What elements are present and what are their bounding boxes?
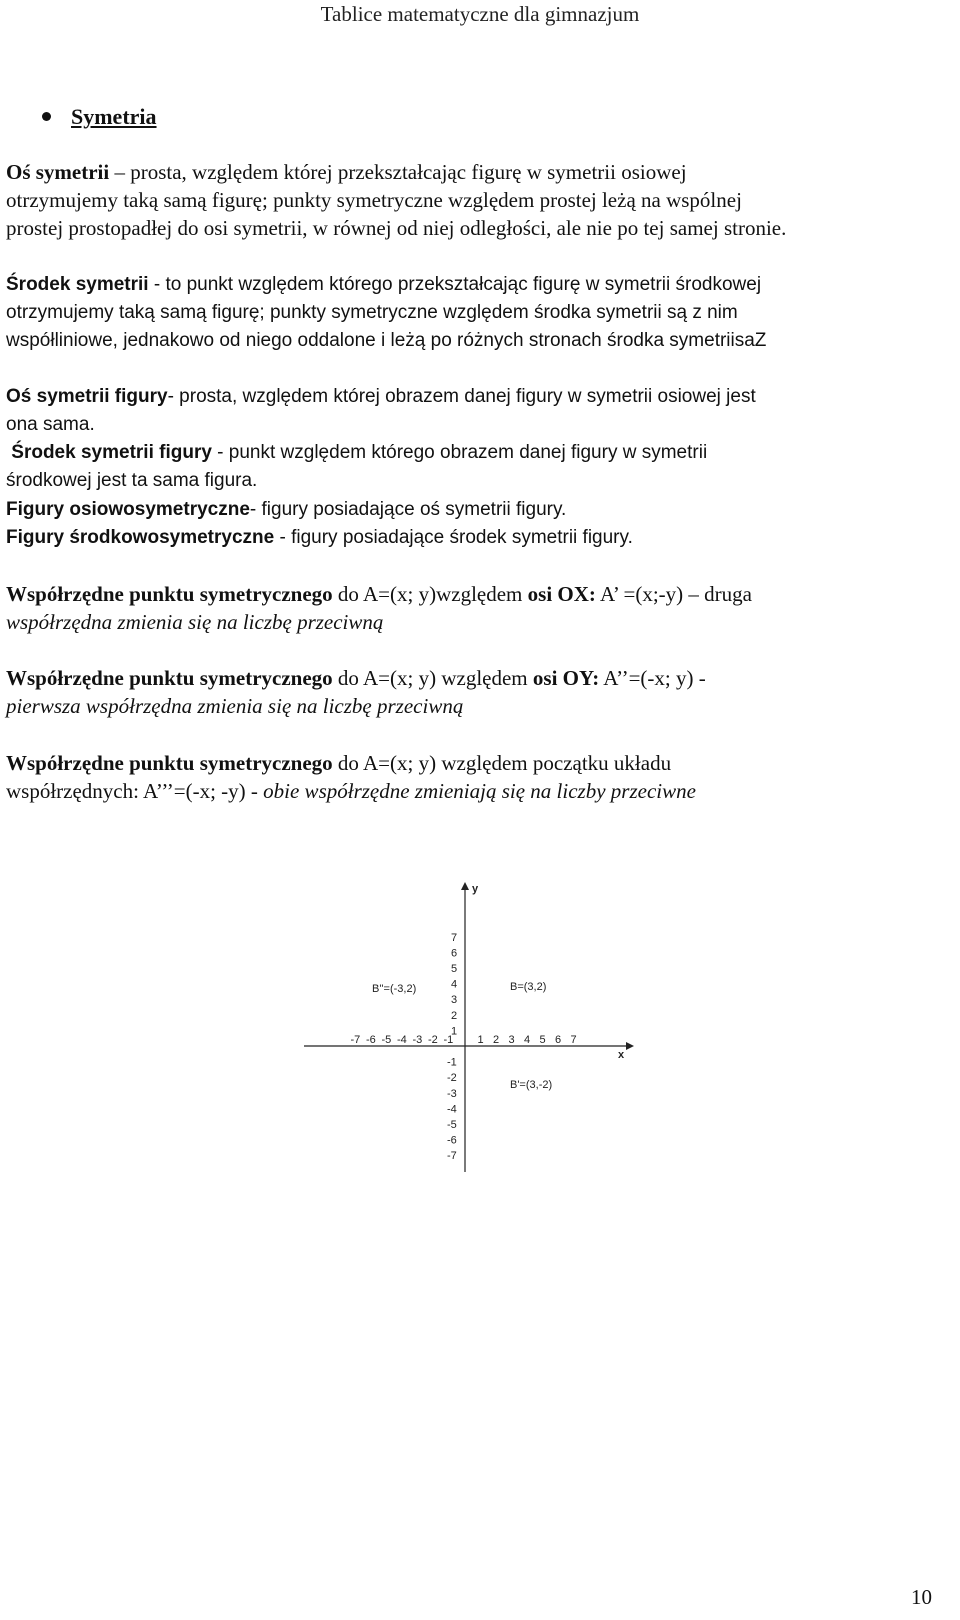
y-tick-label: 3 — [451, 994, 458, 1007]
x-axis-arrow-icon — [626, 1042, 634, 1050]
x-tick-label: 1 — [477, 1034, 484, 1046]
term: Środek symetrii figury — [11, 442, 212, 463]
x-tick-label: 2 — [493, 1034, 500, 1046]
x-tick-label: 6 — [555, 1034, 562, 1046]
y-tick-label: 5 — [451, 963, 458, 975]
y-tick-label: -4 — [447, 1103, 457, 1116]
y-tick-label: 7 — [451, 931, 458, 944]
x-tick-label: -7 — [350, 1034, 361, 1046]
term: Oś symetrii figury — [6, 386, 168, 407]
point-label-b: B=(3,2) — [510, 981, 547, 993]
page-number: 10 — [911, 1585, 932, 1609]
y-tick-label: 2 — [451, 1009, 458, 1022]
coordinate-graph — [300, 876, 640, 1176]
y-tick-label: -7 — [447, 1150, 457, 1163]
term: Figury osiowosymetryczne — [6, 499, 250, 520]
x-tick-label: -3 — [412, 1034, 423, 1046]
bullet-icon — [42, 112, 51, 121]
y-axis-label: y — [472, 883, 479, 895]
x-tick-label: 7 — [570, 1034, 577, 1046]
x-tick-label: -1 — [443, 1034, 454, 1046]
x-tick-label: 3 — [508, 1034, 515, 1046]
term: Współrzędne punktu symetrycznego — [6, 666, 333, 690]
x-tick-label: 5 — [539, 1034, 546, 1046]
definition-figure-axis: Oś symetrii figury- prosta, względem której obrazem danej figury w symetrii osiowej jest ona sama. — [6, 386, 756, 435]
term: Współrzędne punktu symetrycznego — [6, 582, 333, 606]
x-tick-label: -5 — [381, 1034, 392, 1046]
definition-axis-of-symmetry: Oś symetrii – prosta, względem której przekształcając figurę w symetrii osiowej otrzymujemy taką samą figurę; punkty symetryczne względem prostej leżą na wspólnej prostej prostopadłej do osi symetrii, w równej od niej odległości, ale nie po tej samej stronie. — [6, 160, 787, 240]
y-tick-label: 4 — [451, 978, 458, 991]
y-tick-label: -2 — [447, 1072, 457, 1085]
x-tick-label: -4 — [397, 1034, 407, 1046]
term: Figury środkowosymetryczne — [6, 527, 275, 548]
term: Środek symetrii — [6, 274, 149, 295]
rule-oy: Współrzędne punktu symetrycznego do A=(x; y) względem osi OY: A’’=(-x; y) - pierwsza współrzędna zmienia się na liczbę przeciwną — [6, 666, 706, 718]
x-tick-label: -6 — [366, 1034, 376, 1046]
y-tick-label: -3 — [447, 1087, 457, 1100]
y-tick-label: 1 — [451, 1025, 458, 1038]
x-axis-label: x — [618, 1049, 625, 1061]
definition-axial-figures: Figury osiowosymetryczne- figury posiadające oś symetrii figury. — [6, 499, 567, 520]
page-header: Tablice matematyczne dla gimnazjum — [320, 2, 640, 26]
point-label-b-prime: B'=(3,-2) — [510, 1079, 553, 1091]
definition-center-of-symmetry: Środek symetrii - to punkt względem którego przekształcając figurę w symetrii środkowej otrzymujemy taką samą figurę; punkty symetryczne względem środka symetrii są z nim współliniowe, jednakowo od niego oddalone i leżą po różnych stronach środka symetriisaZ — [6, 274, 767, 351]
section-title: Symetria — [71, 104, 157, 129]
x-tick-labels — [351, 1034, 577, 1046]
definition-figure-center: Środek symetrii figury - punkt względem którego obrazem danej figury w symetrii środkowej jest ta sama figura. — [6, 442, 708, 491]
section-heading — [42, 104, 157, 130]
definition-central-figures: Figury środkowosymetryczne - figury posiadające środek symetrii figury. — [6, 527, 633, 548]
y-tick-label: 6 — [451, 947, 458, 960]
rule-origin: Współrzędne punktu symetrycznego do A=(x; y) względem początku układu współrzędnych: A’’’=(-x; -y) - obie współrzędne zmieniają się na liczby przeciwne — [6, 751, 696, 803]
rule-ox: Współrzędne punktu symetrycznego do A=(x; y)względem osi OX: A’ =(x;-y) – druga współrzędna zmienia się na liczbę przeciwną — [6, 582, 752, 634]
term: Współrzędne punktu symetrycznego — [6, 751, 333, 775]
y-tick-label: -5 — [447, 1119, 457, 1131]
term: Oś symetrii — [6, 160, 110, 184]
y-tick-label: -6 — [447, 1134, 457, 1147]
point-label-b-double-prime: B''=(-3,2) — [372, 983, 417, 995]
x-tick-label: 4 — [524, 1034, 531, 1046]
y-tick-label: -1 — [447, 1056, 457, 1069]
y-tick-labels — [447, 932, 457, 1162]
x-tick-label: -2 — [428, 1034, 438, 1046]
y-axis-arrow-icon — [461, 882, 469, 890]
